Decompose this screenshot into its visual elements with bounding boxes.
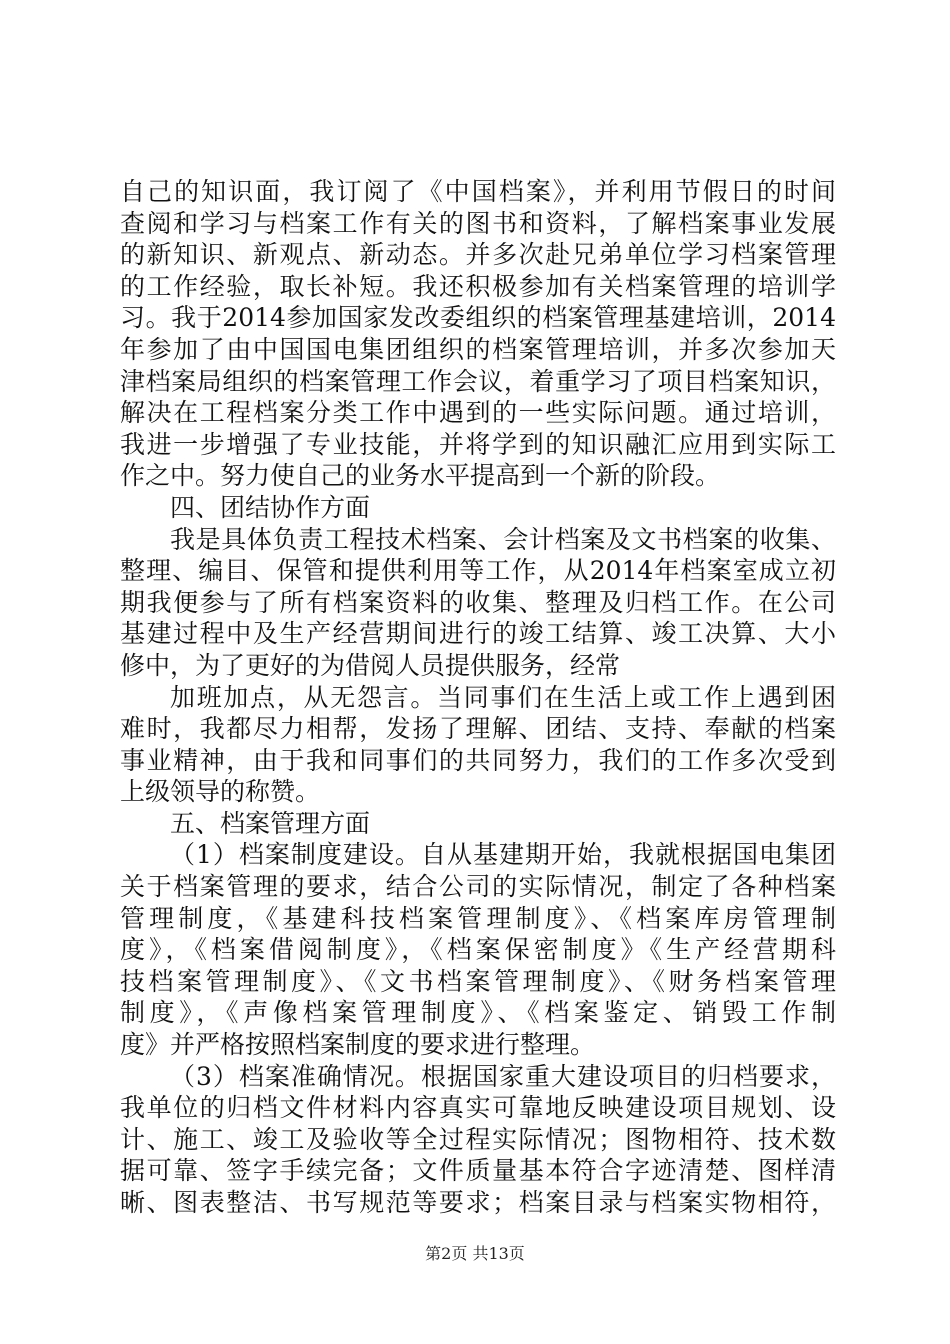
text-line: （3）档案准确情况。根据国家重大建设项目的归档要求， [170,1061,836,1091]
text-line: 修中，为了更好的为借阅人员提供服务，经常 [120,650,621,680]
text-line: 技档案管理制度》、《文书档案管理制度》、《财务档案管理 [120,966,836,996]
text-line: 管理制度，《基建科技档案管理制度》、《档案库房管理制 [120,903,836,933]
text-line: 解决在工程档案分类工作中遇到的一些实际问题。通过培训， [120,398,836,428]
text-line: 基建过程中及生产经营期间进行的竣工结算、竣工决算、大小 [120,619,836,649]
text-line: 据可靠、签字手续完备；文件质量基本符合字迹清楚、图样清 [120,1156,836,1186]
text-line: 加班加点，从无怨言。当同事们在生活上或工作上遇到困 [170,682,836,712]
text-line: 自己的知识面，我订阅了《中国档案》，并利用节假日的时间 [120,177,836,206]
text-line: 度》，《档案借阅制度》，《档案保密制度》《生产经营期科 [120,935,836,965]
text-line: 的工作经验，取长补短。我还积极参加有关档案管理的培训学 [120,271,836,301]
text-line: 的新知识、新观点、新动态。并多次赴兄弟单位学习档案管理 [120,240,836,270]
text-line: （1）档案制度建设。自从基建期开始，我就根据国电集团 [170,840,836,870]
text-line: 事业精神，由于我和同事们的共同努力，我们的工作多次受到 [120,745,836,775]
text-line: 我是具体负责工程技术档案、会计档案及文书档案的收集、 [170,524,836,554]
text-line: 津档案局组织的档案管理工作会议，着重学习了项目档案知识， [120,366,836,396]
text-line: 关于档案管理的要求，结合公司的实际情况，制定了各种档案 [120,872,836,902]
text-line: 我单位的归档文件材料内容真实可靠地反映建设项目规划、设 [120,1093,836,1123]
text-line: 四、团结协作方面 [170,492,371,522]
page-number-footer: 第2页 共13页 [425,1244,525,1263]
text-line: 期我便参与了所有档案资料的收集、整理及归档工作。在公司 [120,587,836,617]
text-line: 难时，我都尽力相帮，发扬了理解、团结、支持、奉献的档案 [120,714,836,744]
text-line: 度》并严格按照档案制度的要求进行整理。 [120,1030,596,1060]
text-line: 计、施工、竣工及验收等全过程实际情况；图物相符、技术数 [120,1124,836,1154]
text-line: 制度》，《声像档案管理制度》、《档案鉴定、销毁工作制 [120,998,836,1028]
text-line: 查阅和学习与档案工作有关的图书和资料，了解档案事业发展 [120,208,836,238]
text-line: 作之中。努力使自己的业务水平提高到一个新的阶段。 [120,461,721,491]
document-body [120,176,836,1219]
text-line: 我进一步增强了专业技能，并将学到的知识融汇应用到实际工 [120,429,836,459]
text-line: 习。我于2014参加国家发改委组织的档案管理基建培训，2014 [120,303,836,333]
text-line: 晰、图表整洁、书写规范等要求；档案目录与档案实物相符， [120,1188,836,1217]
text-line: 上级领导的称赞。 [120,777,321,807]
text-line: 五、档案管理方面 [170,808,371,838]
text-line: 整理、编目、保管和提供利用等工作，从2014年档案室成立初 [120,556,836,586]
text-line: 年参加了由中国国电集团组织的档案管理培训，并多次参加天 [120,334,836,364]
